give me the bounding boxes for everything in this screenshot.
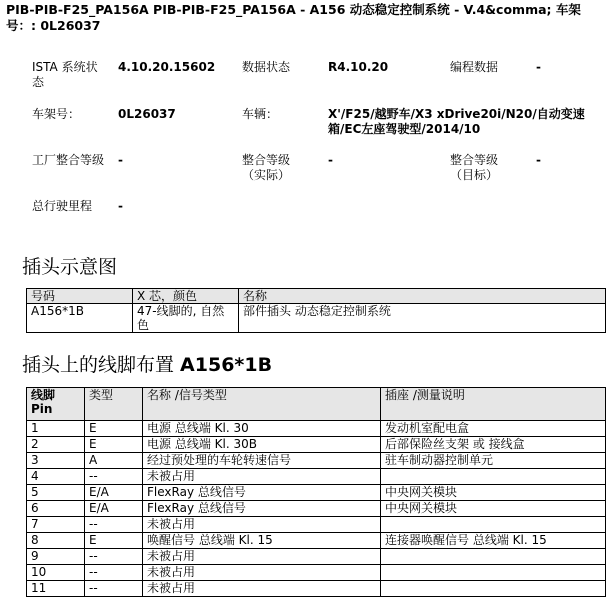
pin-signal: FlexRay 总线信号 bbox=[143, 501, 381, 517]
mileage-label: 总行驶里程 bbox=[32, 199, 93, 213]
table-row bbox=[27, 421, 606, 437]
connector-section-title: 插头示意图 bbox=[22, 256, 118, 278]
pin-signal: 未被占用 bbox=[143, 581, 381, 597]
pin-socket: 驻车制动器控制单元 bbox=[381, 453, 606, 469]
pin-socket: 中央网关模块 bbox=[381, 501, 606, 517]
pin-type: E bbox=[85, 421, 143, 437]
pin-socket: 中央网关模块 bbox=[381, 485, 606, 501]
pin-socket bbox=[381, 565, 606, 581]
pin-table bbox=[26, 387, 606, 597]
pin-signal: 电源 总线端 Kl. 30 bbox=[143, 421, 381, 437]
actual-level-label: 整合等级（实际） bbox=[242, 153, 291, 182]
pin-signal: 经过预处理的车轮转速信号 bbox=[143, 453, 381, 469]
pin-socket: 后部保险丝支架 或 接线盒 bbox=[381, 437, 606, 453]
table-row bbox=[27, 549, 606, 565]
target-level-label: 整合等级（目标） bbox=[450, 153, 499, 182]
pin-socket bbox=[381, 549, 606, 565]
pin-socket bbox=[381, 581, 606, 597]
pin-signal: 未被占用 bbox=[143, 565, 381, 581]
vin-value: 0L26037 bbox=[118, 107, 176, 121]
pin-socket bbox=[381, 469, 606, 485]
column-header-number: 号码 bbox=[27, 289, 133, 304]
table-row bbox=[27, 565, 606, 581]
pin-number: 10 bbox=[27, 565, 85, 581]
pin-number: 6 bbox=[27, 501, 85, 517]
pin-type: E/A bbox=[85, 501, 143, 517]
vin-label: 车架号： bbox=[32, 107, 81, 121]
pin-number: 7 bbox=[27, 517, 85, 533]
factory-level-label: 工厂整合等级 bbox=[32, 153, 105, 167]
pin-type: -- bbox=[85, 469, 143, 485]
column-header-pins-color: X 芯，颜色 bbox=[133, 289, 239, 304]
data-status-value: R4.10.20 bbox=[328, 60, 389, 74]
pin-section-title-text: 插头上的线脚布置 bbox=[22, 354, 181, 376]
connector-table-header bbox=[27, 289, 606, 304]
document-title: PIB-PIB-F25_PA156A PIB-PIB-F25_PA156A - A156 动态稳定控制系统 - V.4&comma; 车架号：: 0L26037 bbox=[6, 2, 581, 33]
table-row bbox=[27, 517, 606, 533]
pin-type: E bbox=[85, 533, 143, 549]
table-row bbox=[27, 501, 606, 517]
pin-number: 1 bbox=[27, 421, 85, 437]
program-data-label: 编程数据 bbox=[450, 60, 499, 74]
pin-number: 2 bbox=[27, 437, 85, 453]
pin-number: 3 bbox=[27, 453, 85, 469]
table-row bbox=[27, 533, 606, 549]
connector-table bbox=[26, 288, 606, 333]
table-row bbox=[27, 453, 606, 469]
target-level-value: - bbox=[536, 153, 541, 167]
column-header-type: 类型 bbox=[85, 388, 143, 421]
pin-table-header bbox=[27, 388, 606, 421]
pin-signal: FlexRay 总线信号 bbox=[143, 485, 381, 501]
mileage-value: - bbox=[118, 199, 123, 213]
pin-section-title-code: A156*1B bbox=[180, 354, 273, 376]
pin-socket: 连接器唤醒信号 总线端 Kl. 15 bbox=[381, 533, 606, 549]
pin-type: E bbox=[85, 437, 143, 453]
pin-signal: 唤醒信号 总线端 Kl. 15 bbox=[143, 533, 381, 549]
ista-status-label: ISTA 系统状态 bbox=[32, 60, 98, 89]
pin-type: -- bbox=[85, 549, 143, 565]
pin-number: 9 bbox=[27, 549, 85, 565]
actual-level-value: - bbox=[328, 153, 333, 167]
table-row bbox=[27, 485, 606, 501]
vehicle-value: X'/F25/越野车/X3 xDrive20i/N20/自动变速箱/EC左座驾驶型/2014/10 bbox=[328, 107, 585, 136]
data-status-label: 数据状态 bbox=[242, 60, 291, 74]
connector-pins-color: 47-线脚的, 自然色 bbox=[133, 304, 239, 333]
column-header-name: 名称 bbox=[239, 289, 606, 304]
pin-signal: 未被占用 bbox=[143, 517, 381, 533]
column-header-signal: 名称 /信号类型 bbox=[143, 388, 381, 421]
pin-signal: 未被占用 bbox=[143, 549, 381, 565]
pin-signal: 电源 总线端 Kl. 30B bbox=[143, 437, 381, 453]
connector-number: A156*1B bbox=[27, 304, 133, 333]
pin-type: -- bbox=[85, 581, 143, 597]
pin-signal: 未被占用 bbox=[143, 469, 381, 485]
table-row bbox=[27, 469, 606, 485]
vehicle-label: 车辆： bbox=[242, 107, 279, 121]
pin-type: A bbox=[85, 453, 143, 469]
connector-row bbox=[27, 304, 606, 333]
pin-type: E/A bbox=[85, 485, 143, 501]
ista-status-value: 4.10.20.15602 bbox=[118, 60, 216, 74]
pin-socket: 发动机室配电盒 bbox=[381, 421, 606, 437]
connector-name: 部件插头 动态稳定控制系统 bbox=[239, 304, 606, 333]
pin-number: 8 bbox=[27, 533, 85, 549]
pin-socket bbox=[381, 517, 606, 533]
pin-number: 4 bbox=[27, 469, 85, 485]
pin-type: -- bbox=[85, 517, 143, 533]
pin-number: 11 bbox=[27, 581, 85, 597]
factory-level-value: - bbox=[118, 153, 123, 167]
column-header-pin: 线脚 Pin bbox=[27, 388, 85, 421]
pin-number: 5 bbox=[27, 485, 85, 501]
pin-section-title bbox=[22, 353, 272, 377]
program-data-value: - bbox=[536, 60, 541, 74]
table-row bbox=[27, 437, 606, 453]
column-header-socket: 插座 /测量说明 bbox=[381, 388, 606, 421]
table-row bbox=[27, 581, 606, 597]
pin-type: -- bbox=[85, 565, 143, 581]
